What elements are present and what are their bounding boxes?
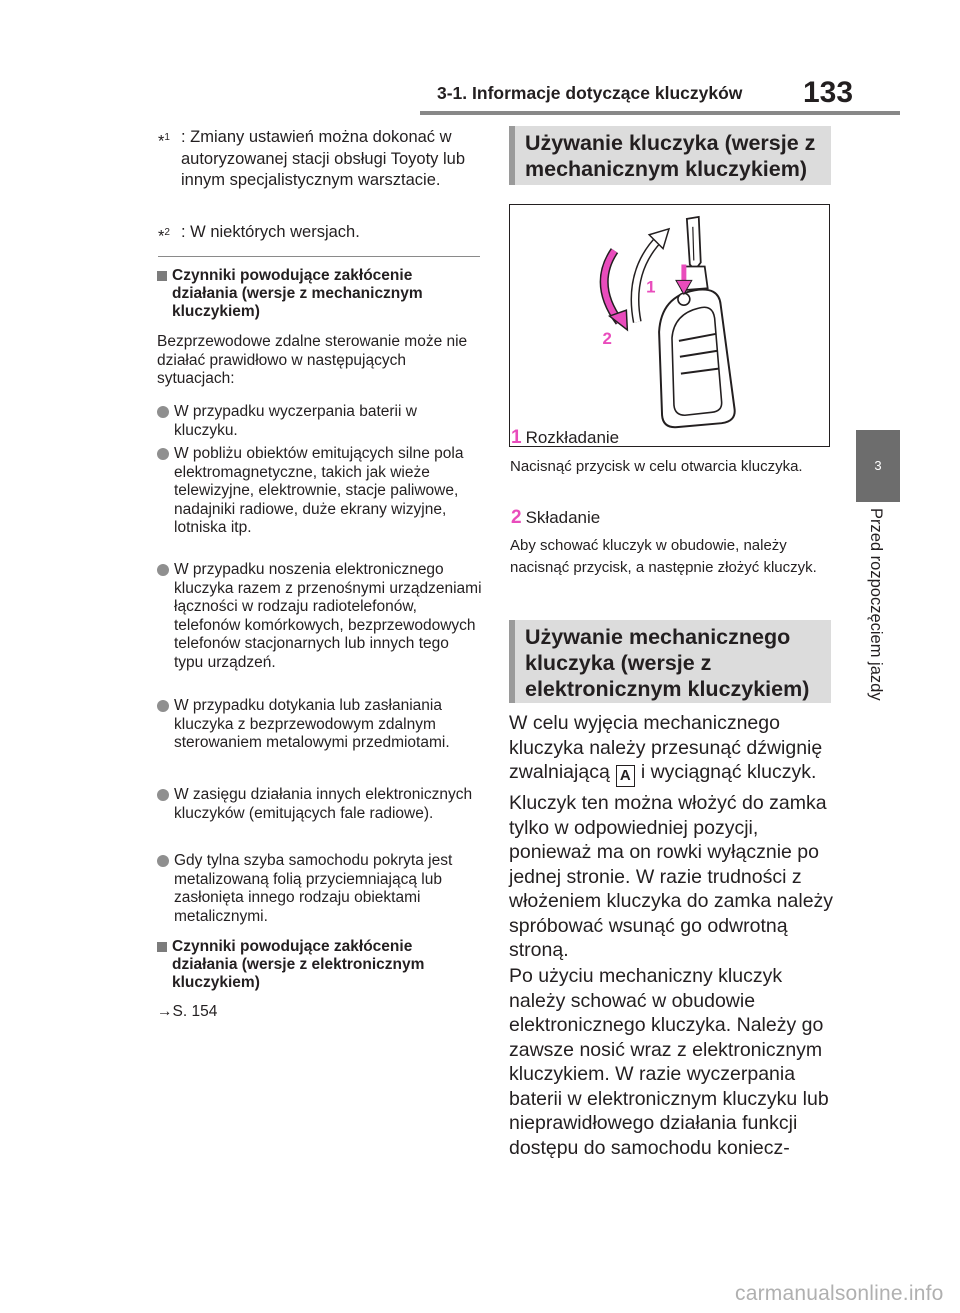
step-1-description: Nacisnąć przycisk w celu otwarcia kluczyka.	[510, 458, 803, 475]
step-title: Składanie	[525, 508, 601, 527]
bullet-icon	[157, 406, 169, 418]
key-illustration	[509, 204, 830, 447]
step-2	[511, 507, 600, 529]
footnote-text: : Zmiany ustawień można dokonać w autoryzowanej stacji obsługi Toyoty lub innym specjalistycznym warsztacie.	[181, 128, 466, 189]
list-item: W przypadku wyczerpania baterii w kluczyku.	[157, 403, 482, 440]
step-number: 1	[511, 427, 522, 448]
key-diagram	[510, 205, 829, 446]
watermark: carmanualsonline.info	[735, 1282, 944, 1305]
footnote-divider	[158, 256, 480, 257]
bullet-icon	[157, 789, 169, 801]
paragraph-after-use: Po użyciu mechaniczny kluczyk należy schować w obudowie elektronicznego kluczyka. Należy go zawsze nosić wraz z elektronicznym kluczykiem. W razie wyczerpania baterii w elektronicznym kluczyku lub nieprawidłowego działania funkcji dostępu do samochodu koniecz-	[509, 965, 829, 1159]
footnote-2	[158, 222, 481, 244]
step-1	[511, 427, 619, 449]
step-2-description: Aby schować kluczyk w obudowie, należy nacisnąć przycisk, a następnie złożyć kluczyk.	[510, 537, 817, 576]
chapter-title-vertical: Przed rozpoczęciem jazdy	[867, 508, 885, 701]
header-rule	[420, 111, 900, 115]
bullet-icon	[157, 448, 169, 460]
paragraph-key-insertion: Kluczyk ten można włożyć do zamka tylko w odpowiedniej pozycji, ponieważ ma on rowki wyłącznie po jednej stronie. W razie trudności z włożeniem kluczyka do zamka należy spróbować wsunąć go odwrotną stroną.	[509, 792, 834, 961]
intro-paragraph: Bezprzewodowe zdalne sterowanie może nie działać prawidłowo w następujących sytuacjach:	[157, 333, 468, 387]
page-number: 133	[803, 76, 854, 109]
bullet-icon	[157, 700, 169, 712]
running-header-title: 3-1. Informacje dotyczące kluczyków	[437, 83, 743, 103]
footnote-1	[158, 127, 481, 192]
square-bullet-icon	[157, 942, 167, 952]
figure-label-1: 1	[646, 277, 656, 297]
list-item: W zasięgu działania innych elektronicznych kluczyków (emitujących fale radiowe).	[157, 786, 482, 823]
footnote-text: : W niektórych wersjach.	[181, 223, 360, 241]
list-item: W przypadku noszenia elektronicznego kluczyka razem z przenośnymi urządzeniami łączności w rodzaju radiotelefonów, telefonów komórkowych, bezprzewodowych telefonów stacjonarnych lub innych tego typu urządzeń.	[157, 561, 482, 672]
remote-button-panel	[672, 307, 722, 415]
subheading-interference-electronic: Czynniki powodujące zakłócenie działania (wersje z elektronicznym kluczykiem)	[157, 938, 482, 992]
list-item: Gdy tylna szyba samochodu pokryta jest metalizowaną folią przyciemniającą lub zasłonięta innego rodzaju obiektami metalicznymi.	[157, 852, 482, 926]
bullet-icon	[157, 564, 169, 576]
page-reference: →S. 154	[157, 1003, 218, 1020]
paragraph-release-lever: W celu wyjęcia mechanicznego kluczyka należy przesunąć dźwignię zwalniającą A i wyciągnąć kluczyk.	[509, 711, 834, 787]
bullet-icon	[157, 855, 169, 867]
section-heading-electronic-key: Używanie mechanicznego kluczyka (wersje z elektronicznym kluczykiem)	[509, 620, 831, 703]
list-item: W przypadku dotykania lub zasłaniania kluczyka z bezprzewodowym zdalnym sterowaniem metalowymi przedmiotami.	[157, 697, 482, 753]
label-a-callout: A	[616, 765, 635, 787]
footnote-marker: *$^2$	[158, 227, 170, 246]
footnote-marker: *$^1$	[158, 132, 170, 151]
subheading-interference-mechanical: Czynniki powodujące zakłócenie działania (wersje z mechanicznym kluczykiem)	[157, 267, 482, 321]
square-bullet-icon	[157, 271, 167, 281]
list-item: W pobliżu obiektów emitujących silne pola elektromagnetyczne, takich jak wieże telewizyjne, elektrownie, stacje paliwowe, nadajniki radiowe, duże ekrany wizyjne, lotniska itp.	[157, 445, 482, 538]
chapter-tab: 3	[856, 430, 900, 502]
section-heading-mechanical-key: Używanie kluczyka (wersje z mechanicznym kluczykiem)	[509, 126, 831, 185]
step-title: Rozkładanie	[525, 428, 620, 447]
step-number: 2	[511, 507, 522, 528]
figure-label-2: 2	[602, 328, 612, 348]
